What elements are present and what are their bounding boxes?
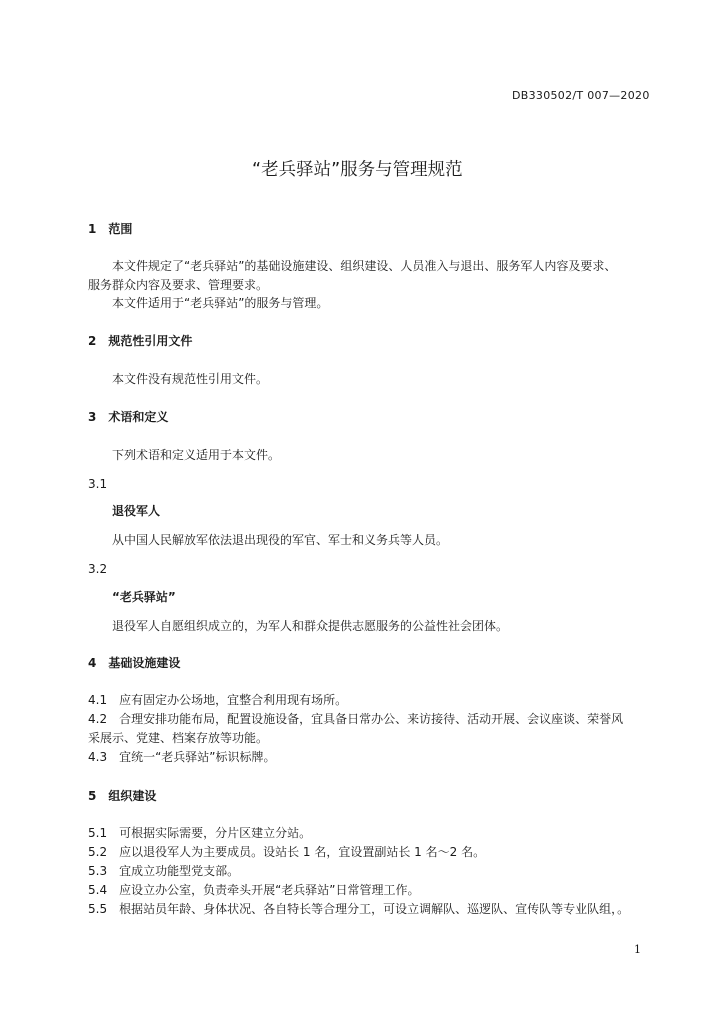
clause-4-2-line-1: 4.2 合理安排功能布局，配置设施设备，宜具备日常办公、来访接待、活动开展、会议座谈、荣誉风 bbox=[88, 712, 624, 726]
term-3-1-name: 退役军人 bbox=[112, 504, 161, 518]
page-number: 1 bbox=[634, 943, 641, 956]
clause-5-4: 5.4 应设立办公室，负责牵头开展“老兵驿站”日常管理工作。 bbox=[88, 883, 420, 897]
section-1-heading: 1 范围 bbox=[88, 222, 133, 236]
term-3-1-number: 3.1 bbox=[88, 477, 108, 491]
section-1-paragraph-line-2: 服务群众内容及要求、管理要求。 bbox=[88, 278, 269, 292]
clause-5-5: 5.5 根据站员年龄、身体状况、各自特长等合理分工，可设立调解队、巡逻队、宣传队等专业队组，。 bbox=[88, 902, 630, 916]
clause-4-2-line-2: 采展示、党建、档案存放等功能。 bbox=[88, 731, 269, 745]
term-3-1-definition: 从中国人民解放军依法退出现役的军官、军士和义务兵等人员。 bbox=[112, 533, 449, 547]
section-3-heading: 3 术语和定义 bbox=[88, 410, 169, 424]
term-3-2-name: “老兵驿站” bbox=[112, 590, 176, 604]
section-5-heading: 5 组织建设 bbox=[88, 789, 157, 803]
clause-4-1: 4.1 应有固定办公场地，宜整合利用现有场所。 bbox=[88, 693, 348, 707]
term-3-2-definition: 退役军人自愿组织成立的，为军人和群众提供志愿服务的公益性社会团体。 bbox=[112, 619, 509, 633]
clause-5-3: 5.3 宜成立功能型党支部。 bbox=[88, 864, 240, 878]
section-2-paragraph: 本文件没有规范性引用文件。 bbox=[112, 372, 269, 386]
document-title: “老兵驿站”服务与管理规范 bbox=[252, 160, 463, 180]
clause-5-1: 5.1 可根据实际需要，分片区建立分站。 bbox=[88, 826, 312, 840]
clause-4-3: 4.3 宜统一“老兵驿站”标识标牌。 bbox=[88, 750, 276, 764]
term-3-2-number: 3.2 bbox=[88, 562, 108, 576]
section-1-paragraph-2: 本文件适用于“老兵驿站”的服务与管理。 bbox=[112, 296, 329, 310]
standard-code: DB330502/T 007—2020 bbox=[512, 89, 650, 102]
section-4-heading: 4 基础设施建设 bbox=[88, 656, 181, 670]
section-1-paragraph-line-1: 本文件规定了“老兵驿站”的基础设施建设、组织建设、人员准入与退出、服务军人内容及要求、 bbox=[112, 259, 617, 273]
section-2-heading: 2 规范性引用文件 bbox=[88, 334, 193, 348]
section-3-paragraph: 下列术语和定义适用于本文件。 bbox=[112, 448, 281, 462]
clause-5-2: 5.2 应以退役军人为主要成员。设站长 1 名，宜设置副站长 1 名～2 名。 bbox=[88, 845, 486, 859]
